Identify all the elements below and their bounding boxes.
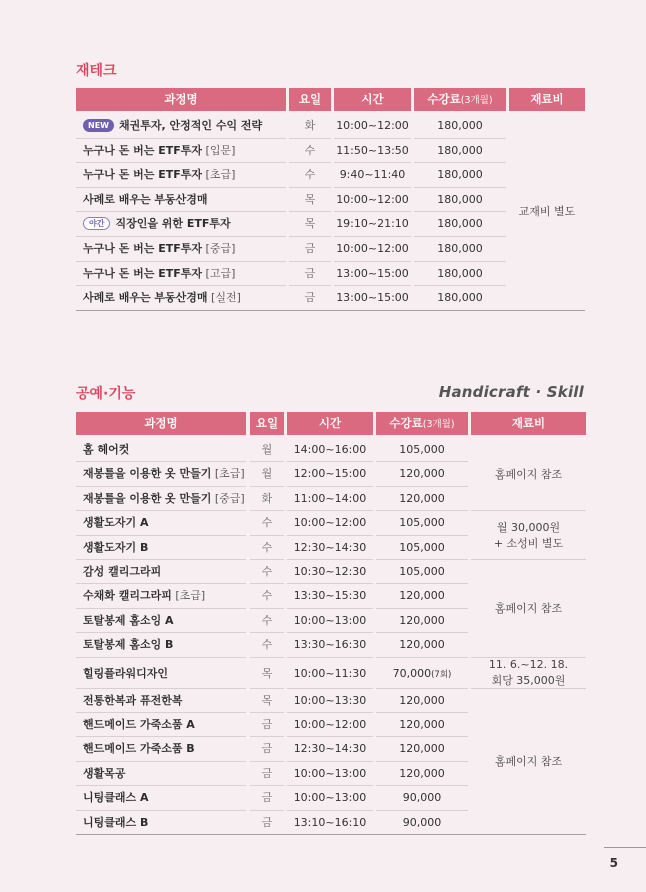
day-value: 목 — [261, 693, 273, 707]
cell-name — [76, 237, 286, 262]
fee-value: 120,000 — [399, 638, 445, 652]
fee-value: 120,000 — [399, 589, 445, 603]
cell-day — [289, 212, 331, 237]
fee-value: 180,000 — [437, 192, 483, 206]
cell-time — [287, 713, 373, 737]
time-value: 13:30~16:30 — [293, 638, 367, 652]
material-cell — [471, 689, 586, 835]
cell-fee — [376, 487, 468, 511]
time-value: 10:00~12:00 — [336, 192, 409, 206]
cell-time — [334, 212, 411, 237]
material-text: 회당 35,000원 — [491, 674, 566, 688]
cell-fee — [376, 689, 468, 713]
header-day-label: 요일 — [298, 92, 322, 106]
cell-fee — [376, 658, 468, 689]
time-value: 13:00~15:00 — [336, 291, 409, 305]
page-number: 5 — [609, 856, 618, 870]
course-name: 수채화 캘리그라피 — [83, 589, 172, 603]
time-value: 11:00~14:00 — [293, 491, 367, 505]
course-level: [초급] — [202, 168, 236, 182]
cell-day — [289, 262, 331, 287]
course-name: 사례로 배우는 부동산경매 — [83, 291, 208, 305]
material-cell — [471, 511, 586, 560]
course-name: 핸드메이드 가죽소품 A — [83, 718, 195, 731]
course-name: 감성 캘리그라피 — [83, 565, 162, 578]
day-value: 화 — [261, 491, 273, 505]
header-material-label: 재료비 — [511, 416, 546, 430]
cell-name — [76, 713, 246, 737]
cell-name — [76, 584, 246, 608]
cell-time — [334, 114, 411, 139]
cell-day — [250, 689, 284, 713]
time-value: 12:30~14:30 — [293, 540, 367, 554]
material-cell — [471, 658, 586, 689]
course-name: 힐링플라워디자인 — [83, 666, 169, 680]
header-day-label: 요일 — [255, 416, 279, 430]
time-value: 11:50~13:50 — [336, 143, 409, 157]
cell-fee — [376, 438, 468, 462]
material-text: 홈페이지 참조 — [494, 467, 563, 481]
cell-time — [287, 511, 373, 535]
fee-value: 120,000 — [399, 742, 445, 756]
course-name: 누구나 돈 버는 ETF투자 — [83, 266, 203, 280]
cell-day — [250, 438, 284, 462]
time-value: 13:30~15:30 — [293, 589, 367, 603]
material-text: 교재비 별도 — [518, 205, 576, 219]
cell-day — [289, 163, 331, 188]
cell-name — [76, 286, 286, 311]
cell-day — [250, 536, 284, 560]
time-value: 13:10~16:10 — [293, 815, 367, 829]
cell-day — [250, 560, 284, 584]
cell-fee — [376, 536, 468, 560]
cell-time — [287, 689, 373, 713]
cell-fee — [414, 163, 506, 188]
cell-time — [334, 188, 411, 213]
header-fee-label: 수강료 — [427, 92, 461, 106]
course-name: 채권투자, 안정적인 수익 전략 — [118, 119, 263, 132]
day-value: 목 — [304, 192, 316, 206]
time-value: 10:00~13:00 — [293, 613, 367, 627]
time-value: 10:00~11:30 — [293, 666, 367, 680]
time-value: 19:10~21:10 — [336, 217, 409, 231]
time-value: 10:00~12:00 — [336, 119, 409, 132]
cell-time — [287, 609, 373, 633]
header-time-label: 시간 — [361, 92, 384, 106]
day-value: 수 — [304, 168, 316, 182]
course-name: 생활도자기 A — [83, 516, 149, 530]
day-value: 수 — [261, 638, 273, 652]
course-name: 전통한복과 퓨전한복 — [83, 693, 183, 707]
cell-fee — [414, 286, 506, 311]
course-name: 재봉틀을 이용한 옷 만들기 — [83, 491, 212, 505]
cell-fee — [376, 737, 468, 761]
cell-time — [287, 536, 373, 560]
material-text: 11. 6.~12. 18. — [488, 658, 569, 672]
time-value: 12:30~14:30 — [293, 742, 367, 756]
cell-fee — [376, 560, 468, 584]
course-level: [중급] — [202, 242, 236, 255]
header-fee — [376, 412, 468, 435]
fee-value: 120,000 — [399, 491, 445, 505]
cell-time — [287, 487, 373, 511]
cell-time — [287, 658, 373, 689]
header-course-label: 과정명 — [164, 92, 198, 106]
time-value: 9:40~11:40 — [339, 168, 406, 182]
course-level: [입문] — [202, 143, 236, 157]
header-fee-unit: (3개월) — [460, 95, 493, 106]
header-material — [509, 88, 585, 111]
cell-day — [250, 584, 284, 608]
cell-day — [289, 237, 331, 262]
cell-day — [250, 658, 284, 689]
cell-time — [334, 286, 411, 311]
night-badge: 야간 — [83, 217, 110, 230]
fee-value: 180,000 — [437, 291, 483, 305]
cell-name — [76, 609, 246, 633]
cell-fee — [376, 609, 468, 633]
material-cell — [471, 560, 586, 658]
course-name: 니팅클래스 B — [83, 815, 149, 829]
time-value: 10:00~12:00 — [293, 516, 367, 530]
fee-value: 120,000 — [399, 766, 445, 780]
time-value: 10:00~13:30 — [293, 693, 367, 707]
cell-name — [76, 536, 246, 560]
cell-time — [334, 139, 411, 164]
cell-name — [76, 462, 246, 486]
header-day — [289, 88, 331, 111]
cell-name — [76, 560, 246, 584]
header-fee-label: 수강료 — [389, 416, 423, 430]
cell-time — [287, 438, 373, 462]
cell-name — [76, 689, 246, 713]
header-time — [287, 412, 373, 435]
new-badge: NEW — [83, 119, 114, 132]
cell-fee — [414, 237, 506, 262]
material-cell — [509, 114, 585, 311]
cell-fee — [376, 762, 468, 786]
course-name: 생활도자기 B — [83, 540, 149, 554]
cell-time — [287, 633, 373, 657]
course-name: 니팅클래스 A — [83, 791, 149, 805]
day-value: 금 — [261, 815, 273, 829]
day-value: 월 — [261, 467, 273, 481]
course-level: [고급] — [202, 266, 236, 280]
cell-name — [76, 212, 286, 237]
day-value: 수 — [261, 516, 273, 530]
cell-name — [76, 511, 246, 535]
day-value: 금 — [261, 791, 273, 805]
course-name: 누구나 돈 버는 ETF투자 — [83, 143, 203, 157]
cell-fee — [376, 633, 468, 657]
course-name: 생활목공 — [83, 766, 126, 780]
cell-day — [250, 609, 284, 633]
fee-value: 180,000 — [437, 217, 483, 231]
time-value: 14:00~16:00 — [293, 443, 367, 456]
fee-value: 120,000 — [399, 467, 445, 481]
cell-day — [250, 462, 284, 486]
time-value: 12:00~15:00 — [293, 467, 367, 481]
cell-day — [250, 737, 284, 761]
cell-fee — [376, 584, 468, 608]
fee-value: 90,000 — [402, 815, 442, 829]
day-value: 금 — [304, 242, 316, 255]
cell-name — [76, 786, 246, 810]
cell-fee — [376, 713, 468, 737]
cell-day — [250, 511, 284, 535]
header-course — [76, 88, 286, 111]
course-name: 누구나 돈 버는 ETF투자 — [83, 242, 203, 255]
cell-day — [250, 713, 284, 737]
day-value: 금 — [261, 766, 273, 780]
course-level: [초급] — [211, 467, 245, 481]
cell-time — [287, 737, 373, 761]
course-name: 재봉틀을 이용한 옷 만들기 — [83, 467, 212, 481]
material-text: 홈페이지 참조 — [494, 601, 563, 615]
header-day — [250, 412, 284, 435]
cell-name — [76, 762, 246, 786]
cell-day — [250, 633, 284, 657]
time-value: 10:00~13:00 — [293, 791, 367, 805]
cell-fee — [414, 262, 506, 287]
cell-time — [334, 237, 411, 262]
time-value: 10:00~12:00 — [293, 718, 367, 731]
material-text: 월 30,000원 — [496, 520, 561, 534]
cell-time — [334, 262, 411, 287]
day-value: 수 — [261, 565, 273, 578]
fee-value: 180,000 — [437, 242, 483, 255]
material-cell — [471, 438, 586, 511]
course-level: [초급] — [171, 589, 206, 603]
day-value: 월 — [261, 443, 273, 456]
cell-fee — [376, 462, 468, 486]
table-bottom-rule — [76, 310, 585, 311]
header-time-label: 시간 — [318, 416, 342, 430]
header-material-label: 재료비 — [530, 92, 564, 106]
course-name: 토탈봉제 홈소잉 B — [83, 638, 174, 652]
time-value: 10:00~12:00 — [336, 242, 409, 255]
cell-fee — [414, 139, 506, 164]
fee-value: 120,000 — [399, 718, 445, 731]
day-value: 수 — [304, 143, 316, 157]
fee-value: 180,000 — [437, 143, 483, 157]
day-value: 금 — [261, 742, 273, 756]
course-name: 직장인을 위한 ETF투자 — [115, 217, 231, 231]
course-name: 홈 헤어컷 — [83, 443, 130, 456]
course-name: 누구나 돈 버는 ETF투자 — [83, 168, 203, 182]
time-value: 10:00~13:00 — [293, 766, 367, 780]
cell-day — [250, 811, 284, 835]
cell-day — [250, 786, 284, 810]
fee-value: 70,000 — [392, 666, 432, 680]
day-value: 수 — [261, 613, 273, 627]
cell-name — [76, 163, 286, 188]
course-level: [중급] — [211, 491, 245, 505]
cell-time — [287, 560, 373, 584]
cell-name — [76, 737, 246, 761]
course-name: 토탈봉제 홈소잉 A — [83, 613, 174, 627]
day-value: 목 — [304, 217, 316, 231]
day-value: 수 — [261, 589, 273, 603]
cell-name — [76, 487, 246, 511]
cell-time — [334, 163, 411, 188]
time-value: 13:00~15:00 — [336, 266, 409, 280]
header-material — [471, 412, 586, 435]
cell-day — [250, 487, 284, 511]
cell-name — [76, 188, 286, 213]
fee-value: 105,000 — [399, 565, 445, 578]
cell-time — [287, 811, 373, 835]
day-value: 화 — [304, 119, 316, 132]
fee-value: 120,000 — [399, 613, 445, 627]
fee-value: 105,000 — [399, 516, 445, 530]
cell-fee — [376, 811, 468, 835]
day-value: 목 — [261, 666, 273, 680]
cell-fee — [414, 188, 506, 213]
cell-name — [76, 438, 246, 462]
cell-name — [76, 811, 246, 835]
fee-value: 120,000 — [399, 693, 445, 707]
cell-time — [287, 584, 373, 608]
day-value: 금 — [304, 291, 316, 305]
page-number-rule — [604, 847, 646, 848]
day-value: 수 — [261, 540, 273, 554]
section-title: 재테크 — [76, 63, 117, 79]
cell-day — [289, 114, 331, 139]
section-title: 공예·기능 — [76, 386, 136, 402]
cell-fee — [414, 212, 506, 237]
cell-time — [287, 462, 373, 486]
cell-day — [250, 762, 284, 786]
cell-time — [287, 762, 373, 786]
material-text: + 소성비 별도 — [493, 536, 564, 550]
fee-value: 105,000 — [399, 443, 445, 456]
fee-value: 105,000 — [399, 540, 445, 554]
cell-name — [76, 262, 286, 287]
fee-value: 90,000 — [402, 791, 442, 805]
day-value: 금 — [304, 266, 316, 280]
cell-fee — [376, 511, 468, 535]
cell-fee — [376, 786, 468, 810]
fee-value: 180,000 — [437, 266, 483, 280]
material-text: 홈페이지 참조 — [494, 754, 563, 768]
cell-name — [76, 139, 286, 164]
cell-day — [289, 188, 331, 213]
day-value: 금 — [261, 718, 273, 731]
header-course-label: 과정명 — [144, 416, 178, 430]
cell-day — [289, 286, 331, 311]
header-fee — [414, 88, 506, 111]
section-subtitle: Handicraft · Skill — [438, 383, 584, 401]
header-time — [334, 88, 411, 111]
fee-value: 180,000 — [437, 168, 483, 182]
cell-name — [76, 633, 246, 657]
fee-value: 180,000 — [437, 119, 483, 132]
cell-fee — [414, 114, 506, 139]
course-name: 핸드메이드 가죽소품 B — [83, 742, 195, 756]
cell-time — [287, 786, 373, 810]
cell-name — [76, 114, 286, 139]
table-bottom-rule — [76, 834, 586, 835]
cell-name — [76, 658, 246, 689]
fee-note: (7회) — [431, 669, 452, 680]
course-level: [실전] — [207, 291, 241, 305]
header-fee-unit: (3개월) — [422, 419, 455, 430]
header-course — [76, 412, 246, 435]
course-name: 사례로 배우는 부동산경매 — [83, 192, 208, 206]
time-value: 10:30~12:30 — [293, 565, 367, 578]
cell-day — [289, 139, 331, 164]
